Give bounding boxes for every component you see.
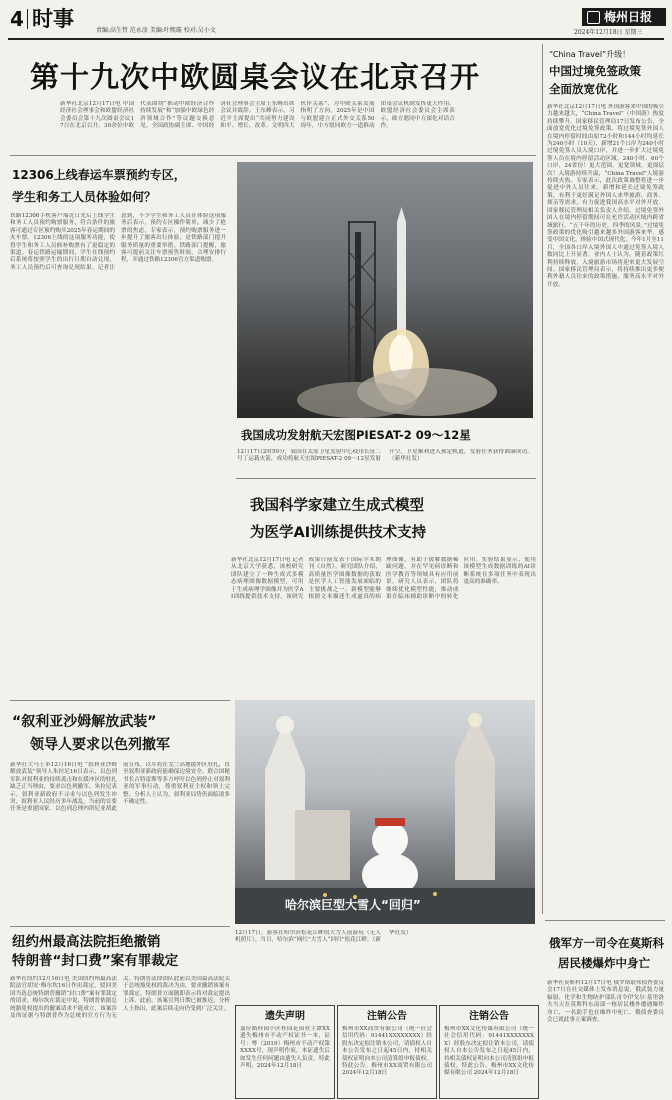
header-divider [27,9,28,29]
article-12306-title-2: 学生和务工人员体验如何？ [12,190,157,204]
snowman-photo-caption: 哈尔滨巨型大雪人“回归” [285,898,421,912]
ai-article-title-2: 为医学AI训练提供技术支持 [250,525,427,541]
section-rule [10,700,230,701]
page-number: 4 [10,7,24,31]
notice-body: 梅州市XX文化传媒有限公司（统一社会信用代码：91441XXXXXXXX）经股东决定拟注销本公司，请债权人自本公告发布之日起45日内，持相关债权证明向本公司清算组申报债权。特此公告。梅州市XX文化传媒有限公司 2024年12月18日 [444,1026,534,1077]
snowman-scene-icon [235,700,535,924]
rocket-photo-caption: 我国成功发射航天宏图PIESAT-2 09～12星 [241,428,471,442]
rocket-photo-credit: 12月17日2时50分，我国在太原卫星发射中心使用长征二号丁运载火箭，成功将航天宏图PIESAT-2 09～12星发射升空，卫星顺利进入预定轨道，发射任务获得圆满成功。（新华社发） [237,449,533,463]
china-travel-title-1: 中国过境免签政策 [549,64,641,78]
court-article-title-1: 纽约州最高法院拒绝撤销 [12,934,161,950]
snowman-photo-credit: 12月17日，游客在哈尔滨松花江畔的大雪人前游玩（无人机照片）。当日，哈尔滨“网红”大雪人“回归”松花江畔。（新华社发） [235,930,412,944]
notice-body: 嘉应路桂园小区桂园花园业主谭XX遗失梅州市不动产权证书一本，证号：粤（2019）梅州市不动产权第XXXX号，现声明作废。本证遗失后如发生任何问题由遗失人负责，特此声明。2024年12月18日 [240,1026,330,1070]
notice-body: 梅州市XX商贸有限公司（统一社会信用代码：91441XXXXXXXX）经股东决定拟注销本公司，请债权人自本公告发布之日起45日内，持相关债权证明向本公司清算组申报债权。特此公告。梅州市XX商贸有限公司 2024年12月18日 [342,1026,432,1077]
section-rule [545,920,665,921]
syria-article-body: 新华社大马士革12月16日电 “叙利亚沙姆解放武装”领导人朱拉尼16日表示，以色列军队对叙利亚的持续袭击和在缓冲区的驻扎缺乏正当理由，要求以色列撤军。朱拉尼表示，叙利亚新政府不寻求与以色列发生冲突，叙利亚人民经历多年战乱，当前的首要任务是重建国家。以色列总理内塔尼亚胡此前宣布，以军将在戈兰高地缓冲区驻扎，直至叙利亚新政府能确保边境安全。联合国秘书长古特雷斯等多方呼吁以色列停止对叙利亚的军事行动，尊重叙利亚主权和领土完整。分析人士认为，叙利亚局势仍面临诸多不确定性。 [10,762,230,813]
article-12306-title-1: 12306上线春运车票预约专区， [12,168,186,182]
china-travel-body: 新华社北京12月17日电 外国游客来中国的吸引力越来越大，“China Travel”（中国游）热度持续攀升。国家移民管理局17日发布公告，全面放宽优化过境免签政策，将过境免签外国人在境内停留时间由原72小时和144小时均延长为240小时（10天），新增21个口岸为240小时过境免签人员入境口岸，并进一步扩大过境免签人员在境内停留活动区域。240小时、60个口岸、24省份！更大范围、更宽领域、更深层次！入境游持续升温，“China Travel”人境游持续火热。专家表示，此次政策调整将进一步促进中外人员往来。新增和延长过境免签政策，有利于更好满足外国人来华旅游、商务、探亲等需求，有力促进我国高水平对外开放。国家移民管理局相关负责人介绍，过境免签外国人在境内停留期间可在允许活动区域内跨省域旅行。“五千年的历史，四季的风景。”过境免签政策的优化吸引越来越多外国游客来华，感受中国文化、体验中国式现代化。今年1月至11月，全国各口岸入境外国人中通过免签入境人数同比上升显著。业内人士认为，随着政策红利持续释放，入境旅游市场将迎来更大发展空间。国家移民管理局表示，将持续推出更多便利外籍人员往来的政策措施，服务高水平对外开放。 [547,104,664,288]
russia-article-title-2: 居民楼爆炸中身亡 [558,956,650,970]
notice-title: 注销公告 [367,1011,407,1022]
rocket-launch-icon [237,162,533,418]
header-rule [8,38,664,40]
court-article-body: 新华社纽约12月16日电 美国纽约州最高法院法官胡安·梅尔坎16日作出裁定，驳回美国当选总统特朗普撤销“封口费”案有罪裁定的请求。梅尔坎在裁定中说，特朗普依据总统豁免权提出的撤案请求不能成立，该案涉及的证据与特朗普作为总统的官方行为无关。特朗普法律团队此前以美国最高法院关于总统豁免权的裁决为由，要求撤销该案有罪裁定。特朗普方面随即表示将对裁定提出上诉。此前，该案宣判日期已被推迟。分析人士指出，此案后续走向仍受到广泛关注。 [10,976,230,1020]
china-travel-kicker: “China Travel”升级！ [549,50,631,59]
court-article-title-2: 特朗普“封口费”案有罪裁定 [12,953,179,969]
notice-box [235,1005,335,1099]
syria-article-title-2: 领导人要求以色列撤军 [30,737,170,753]
russia-article-body: 新华社莫斯科12月17日电 俄罗斯联邦侦查委员会17日在社交媒体上发布消息说，俄武装力量辐射、化学和生物防护部队司令伊戈尔·基里洛夫当天在莫斯科东南部一栋居民楼外遭遇爆炸身亡，一名助手也在爆炸中死亡。俄侦查委员会已就此事立案调查。 [547,980,664,1024]
article-12306-body: 铁路12306手机客户端近日先后上线学生和务工人员预约购票服务，符合条件的旅客可通过专区预约购买2025年春运期间的火车票。12306上线的这项服务功能，使得学生和务工人员候补购票有了更稳定的渠道。春运铁路运输期间，学生在线预约后系统将按照学生的出行日期自动兑现，务工人员预约后可查询兑现结果。记者注意到，不少学生和务工人员在体验这项服务后表示，预约专区操作简单，减少了抢票的焦虑。专家表示，预约购票服务进一步提升了旅客出行体验，是铁路部门提升服务质量的重要举措。铁路部门提醒，旅客可提前关注车票预售时间，合理安排行程，并通过铁路12306官方渠道购票。 [10,213,226,271]
snowman-photo [235,700,535,924]
logo-icon [587,11,600,24]
syria-article-title-1: “叙利亚沙姆解放武装” [12,714,157,730]
main-article-body: 新华社北京12月17日电 中国经济社会理事会和欧盟经济社会委员会第十九次圆桌会议17日在北京召开。30余位中欧代表围绕“推动中欧经济合作持续发展”和“加强中欧绿色经济领域合作”等议题交换意见。全国政协副主席、中国经济社会理事会主席王东峰出席会议并致辞。王东峰表示，习近平主席提出“共同努力建设和平、增长、改革、文明四大伙伴关系”，为中欧关系发展指明了方向。2025年是中国与欧盟建立正式外交关系50周年，中方愿同欧方一道推动团桌会议机制发挥更大作用。欧盟经济社会委员会主席表示，欧方愿同中方深化对话合作。 [60,101,455,130]
notice-box [337,1005,437,1099]
issue-date: 2024年12月18日 星期三 [574,29,643,36]
editors-line: 责编:高生哲 范永淦 美编:叶熙璇 校对:吴小文 [96,27,216,34]
notice-box [439,1005,539,1099]
column-divider [542,44,543,914]
section-rule [10,926,230,927]
notice-title: 注销公告 [469,1011,509,1022]
section-title: 时事 [32,7,74,31]
paper-name: 梅州日报 [604,10,653,24]
main-headline: 第十九次中欧圆桌会议在北京召开 [30,60,481,94]
rocket-photo [237,162,533,418]
notice-title: 遗失声明 [265,1011,305,1022]
section-rule [236,478,536,479]
masthead-logo [582,8,666,26]
ai-article-title-1: 我国科学家建立生成式模型 [250,498,424,514]
ai-article-body: 新华社北京12月17日电 记者从北京大学获悉，该校研究团队建立了一种生成式多模态病理图像数据模型，可用于生成病理学图像并为医学AI训练提供技术支持。该研究成果日前发表于国际学术期刊《自然》。研究团队介绍，高质量医学图像数据的获取是医学人工智能发展面临的主要挑战之一。新模型能够根据文本描述生成逼真的病理图像，有助于缓解数据稀缺问题，并在罕见病诊断和医学教育等领域具有应用前景。研究人员表示，团队将继续优化模型性能，推动成果在临床辅助诊断中的转化应用。实验结果显示，使用该模型生成数据训练的AI诊断系统在多项任务中表现出更高的准确率。 [231,557,536,601]
china-travel-title-2: 全面放宽优化 [549,82,618,96]
section-rule [10,155,536,156]
russia-article-title-1: 俄军方一司令在莫斯科 [549,936,664,950]
